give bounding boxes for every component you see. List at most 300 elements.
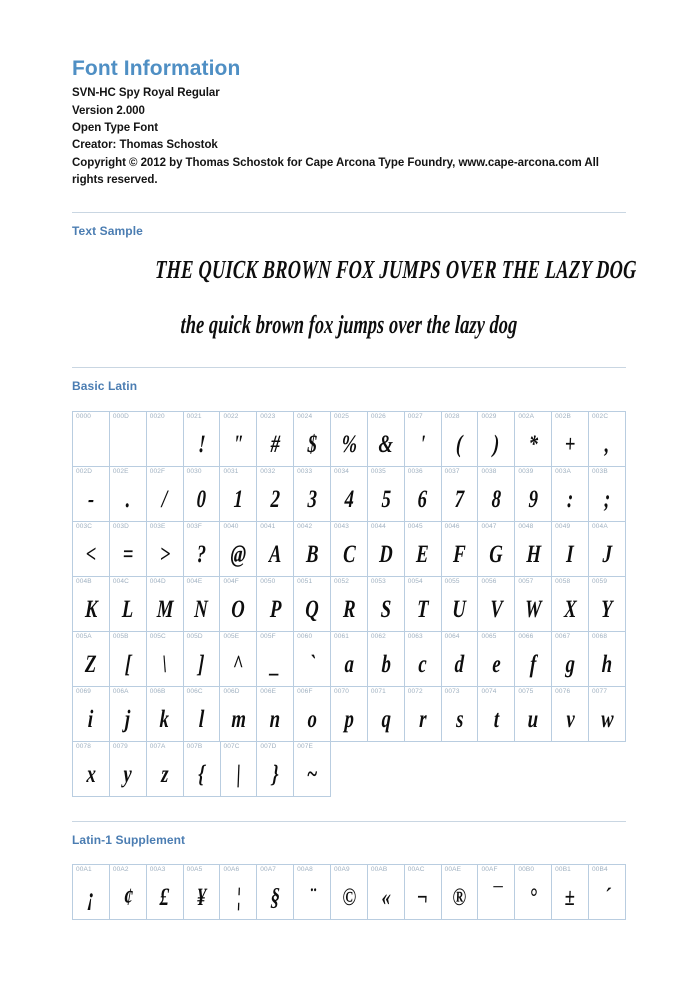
glyph-character: c <box>418 651 428 678</box>
glyph-cell[interactable] <box>478 467 515 522</box>
glyph-code-label: 0020 <box>149 412 165 420</box>
glyph-code-label: 0035 <box>370 467 386 475</box>
glyph-cell[interactable] <box>73 412 110 467</box>
glyph-character: $ <box>306 431 318 458</box>
glyph-cell[interactable] <box>331 577 368 632</box>
glyph-character: Q <box>304 596 320 623</box>
glyph-code-label: 0024 <box>297 412 313 420</box>
glyph-grid-basic-latin <box>72 411 626 797</box>
glyph-cell[interactable] <box>442 522 479 577</box>
glyph-character: M <box>155 596 174 623</box>
glyph-code-label: 002A <box>518 412 535 420</box>
glyph-character: * <box>528 431 539 458</box>
glyph-cell[interactable] <box>73 865 110 920</box>
glyph-character: C <box>342 541 356 568</box>
glyph-cell[interactable] <box>515 687 552 742</box>
page-title: Font Information <box>72 57 241 80</box>
glyph-cell-empty <box>589 742 626 797</box>
glyph-code-label: 00AF <box>481 865 498 873</box>
glyph-character: G <box>489 541 504 568</box>
glyph-code-label: 0048 <box>518 522 534 530</box>
metadata-creator: Creator: Thomas Schostok <box>72 139 218 152</box>
glyph-cell[interactable] <box>405 687 442 742</box>
glyph-code-label: 0027 <box>407 412 423 420</box>
glyph-cell[interactable] <box>184 687 221 742</box>
glyph-cell[interactable] <box>184 742 221 797</box>
glyph-cell[interactable] <box>515 412 552 467</box>
glyph-cell[interactable] <box>73 742 110 797</box>
glyph-cell-empty <box>442 742 479 797</box>
glyph-cell[interactable] <box>331 632 368 687</box>
glyph-code-label: 005E <box>223 632 240 640</box>
glyph-code-label: 0039 <box>518 467 534 475</box>
glyph-code-label: 0042 <box>297 522 313 530</box>
glyph-code-label: 0061 <box>334 632 350 640</box>
glyph-cell[interactable] <box>368 412 405 467</box>
glyph-cell[interactable] <box>147 412 184 467</box>
glyph-cell[interactable] <box>294 687 331 742</box>
glyph-character: L <box>121 596 134 623</box>
glyph-code-label: 004F <box>223 577 239 585</box>
glyph-cell[interactable] <box>368 632 405 687</box>
glyph-character: N <box>194 596 209 623</box>
metadata-version: Version 2.000 <box>72 104 145 117</box>
glyph-cell[interactable] <box>552 522 589 577</box>
glyph-cell[interactable] <box>368 687 405 742</box>
glyph-cell-empty <box>479 742 516 797</box>
glyph-cell[interactable] <box>478 865 515 920</box>
glyph-character: 2 <box>270 486 281 513</box>
glyph-cell[interactable] <box>589 687 626 742</box>
glyph-code-label: 005C <box>149 632 166 640</box>
glyph-code-label: 0050 <box>260 577 276 585</box>
glyph-cell-empty <box>515 742 552 797</box>
glyph-code-label: 003C <box>76 522 93 530</box>
glyph-code-label: 00A1 <box>76 865 92 873</box>
glyph-cell[interactable] <box>552 577 589 632</box>
glyph-character: X <box>563 596 577 623</box>
glyph-character: « <box>380 884 391 912</box>
glyph-cell[interactable] <box>368 467 405 522</box>
glyph-cell[interactable] <box>73 577 110 632</box>
glyph-code-label: 006A <box>112 687 129 695</box>
glyph-cell[interactable] <box>147 467 184 522</box>
glyph-cell[interactable] <box>294 467 331 522</box>
glyph-character: _ <box>270 651 281 678</box>
glyph-grid-row <box>73 412 626 467</box>
glyph-cell[interactable] <box>515 632 552 687</box>
glyph-cell[interactable] <box>515 577 552 632</box>
glyph-cell[interactable] <box>368 522 405 577</box>
glyph-character: ) <box>492 431 500 458</box>
glyph-cell[interactable] <box>294 522 331 577</box>
glyph-grid-row <box>73 467 626 522</box>
glyph-cell[interactable] <box>294 412 331 467</box>
glyph-character: p <box>343 706 355 733</box>
glyph-cell[interactable] <box>589 522 626 577</box>
glyph-code-label: 0032 <box>260 467 276 475</box>
glyph-cell[interactable] <box>552 687 589 742</box>
glyph-character: n <box>269 706 281 733</box>
glyph-code-label: 002D <box>76 467 93 475</box>
glyph-code-label: 0075 <box>518 687 534 695</box>
glyph-cell[interactable] <box>405 632 442 687</box>
glyph-character: ° <box>529 884 538 912</box>
glyph-cell[interactable] <box>73 467 110 522</box>
glyph-cell[interactable] <box>257 742 294 797</box>
glyph-code-label: 0033 <box>297 467 313 475</box>
glyph-code-label: 0047 <box>481 522 497 530</box>
glyph-character: F <box>452 541 467 568</box>
glyph-cell[interactable] <box>257 412 294 467</box>
glyph-cell[interactable] <box>73 632 110 687</box>
glyph-cell[interactable] <box>442 865 479 920</box>
glyph-cell-empty <box>405 742 442 797</box>
glyph-character: l <box>198 706 205 733</box>
glyph-code-label: 002F <box>149 467 166 475</box>
glyph-cell[interactable] <box>552 632 589 687</box>
glyph-code-label: 0037 <box>444 467 460 475</box>
glyph-code-label: 00AE <box>444 865 462 873</box>
glyph-character: > <box>158 541 171 568</box>
glyph-character: k <box>159 706 170 733</box>
glyph-cell[interactable] <box>257 467 294 522</box>
glyph-character: H <box>525 541 541 568</box>
glyph-code-label: 0043 <box>334 522 350 530</box>
glyph-character: 0 <box>196 486 207 513</box>
glyph-character: . <box>124 486 131 513</box>
glyph-cell[interactable] <box>220 412 257 467</box>
metadata-copyright: Copyright © 2012 by Thomas Schostok for Cape Arcona Type Foundry, www.cape-arcona.com All rights reserved. <box>72 156 599 187</box>
glyph-character: ? <box>196 541 207 568</box>
glyph-character: # <box>270 431 281 458</box>
glyph-cell[interactable] <box>220 632 257 687</box>
glyph-cell[interactable] <box>110 467 147 522</box>
glyph-code-label: 0028 <box>444 412 460 420</box>
glyph-code-label: 005B <box>112 632 129 640</box>
glyph-character: ¬ <box>416 884 429 912</box>
glyph-code-label: 0036 <box>407 467 423 475</box>
glyph-code-label: 006B <box>149 687 166 695</box>
glyph-code-label: 0065 <box>481 632 497 640</box>
glyph-character: t <box>493 706 500 733</box>
glyph-character: h <box>601 651 613 678</box>
glyph-code-label: 004C <box>112 577 129 585</box>
metadata-font-name: SVN-HC Spy Royal Regular <box>72 87 220 100</box>
glyph-cell[interactable] <box>442 467 479 522</box>
glyph-character: K <box>84 596 98 623</box>
glyph-code-label: 002B <box>555 412 571 420</box>
glyph-cell[interactable] <box>184 412 221 467</box>
glyph-code-label: 00B1 <box>555 865 571 873</box>
glyph-character: © <box>341 884 357 912</box>
glyph-code-label: 0054 <box>407 577 423 585</box>
glyph-code-label: 0074 <box>481 687 497 695</box>
glyph-code-label: 0077 <box>592 687 608 695</box>
glyph-character: ¨ <box>308 884 316 912</box>
glyph-character: ] <box>197 651 206 678</box>
glyph-cell[interactable] <box>405 412 442 467</box>
glyph-cell[interactable] <box>478 522 515 577</box>
glyph-cell[interactable] <box>147 632 184 687</box>
glyph-character: ' <box>419 431 426 458</box>
glyph-cell[interactable] <box>257 632 294 687</box>
glyph-code-label: 0057 <box>518 577 534 585</box>
glyph-cell-empty <box>368 742 405 797</box>
glyph-code-label: 000D <box>112 412 129 420</box>
glyph-cell[interactable] <box>257 865 294 920</box>
glyph-code-label: 006C <box>186 687 203 695</box>
glyph-code-label: 003F <box>186 522 202 530</box>
glyph-character: ± <box>564 884 576 912</box>
glyph-cell[interactable] <box>184 577 221 632</box>
glyph-cell[interactable] <box>110 687 147 742</box>
glyph-cell[interactable] <box>294 577 331 632</box>
glyph-code-label: 00A2 <box>112 865 129 873</box>
glyph-cell[interactable] <box>147 687 184 742</box>
glyph-cell[interactable] <box>478 412 515 467</box>
glyph-cell[interactable] <box>589 412 626 467</box>
glyph-character: + <box>564 431 576 458</box>
glyph-code-label: 005D <box>186 632 203 640</box>
glyph-code-label: 0068 <box>592 632 608 640</box>
glyph-code-label: 00A8 <box>297 865 313 873</box>
glyph-character: s <box>455 706 464 733</box>
glyph-character: ´ <box>603 884 611 912</box>
glyph-cell[interactable] <box>405 467 442 522</box>
glyph-cell[interactable] <box>73 687 110 742</box>
glyph-character: P <box>269 596 282 623</box>
glyph-character: E <box>415 541 430 568</box>
glyph-character: 3 <box>306 486 318 513</box>
glyph-cell[interactable] <box>589 577 626 632</box>
glyph-code-label: 004B <box>76 577 92 585</box>
glyph-character: U <box>452 596 467 623</box>
glyph-cell[interactable] <box>220 522 257 577</box>
glyph-code-label: 0058 <box>555 577 571 585</box>
glyph-character: m <box>230 706 247 733</box>
glyph-cell[interactable] <box>405 522 442 577</box>
glyph-cell[interactable] <box>294 742 331 797</box>
glyph-code-label: 0060 <box>297 632 313 640</box>
glyph-cell[interactable] <box>515 865 552 920</box>
glyph-code-label: 0041 <box>260 522 276 530</box>
glyph-character: R <box>342 596 356 623</box>
glyph-cell[interactable] <box>184 467 221 522</box>
glyph-cell[interactable] <box>147 577 184 632</box>
glyph-cell[interactable] <box>110 577 147 632</box>
glyph-code-label: 00A7 <box>260 865 277 873</box>
glyph-code-label: 00A3 <box>149 865 166 873</box>
glyph-code-label: 0031 <box>223 467 239 475</box>
glyph-code-label: 0067 <box>555 632 571 640</box>
glyph-cell[interactable] <box>221 742 258 797</box>
glyph-code-label: 0049 <box>555 522 571 530</box>
glyph-character: § <box>270 884 281 912</box>
glyph-cell[interactable] <box>442 412 479 467</box>
glyph-cell[interactable] <box>589 865 626 920</box>
glyph-code-label: 0076 <box>555 687 571 695</box>
glyph-code-label: 00AB <box>370 865 388 873</box>
glyph-code-label: 0052 <box>334 577 350 585</box>
glyph-cell[interactable] <box>257 687 294 742</box>
glyph-code-label: 0079 <box>112 742 128 750</box>
glyph-code-label: 002C <box>592 412 609 420</box>
glyph-cell[interactable] <box>368 577 405 632</box>
glyph-character: & <box>378 431 394 458</box>
glyph-character: o <box>306 706 318 733</box>
glyph-grid-row <box>73 687 626 742</box>
glyph-character: ~ <box>306 761 318 788</box>
glyph-character: q <box>380 706 391 733</box>
glyph-cell[interactable] <box>257 522 294 577</box>
glyph-cell[interactable] <box>184 865 221 920</box>
glyph-code-label: 0051 <box>297 577 313 585</box>
glyph-code-label: 0078 <box>76 742 92 750</box>
glyph-character: ; <box>603 486 611 513</box>
glyph-character: r <box>418 706 427 733</box>
glyph-character: O <box>231 596 246 623</box>
glyph-cell[interactable] <box>589 632 626 687</box>
glyph-character: " <box>232 431 245 458</box>
glyph-code-label: 004D <box>149 577 166 585</box>
glyph-character: ( <box>455 431 464 458</box>
glyph-cell-empty <box>331 742 368 797</box>
glyph-character: S <box>380 596 392 623</box>
glyph-character: ® <box>452 884 467 912</box>
glyph-character: % <box>340 431 358 458</box>
glyph-character: x <box>85 761 97 788</box>
glyph-character: = <box>121 541 134 568</box>
glyph-code-label: 0029 <box>481 412 497 420</box>
glyph-cell[interactable] <box>220 687 257 742</box>
glyph-code-label: 0063 <box>407 632 423 640</box>
glyph-character: I <box>565 541 575 568</box>
glyph-cell[interactable] <box>220 467 257 522</box>
glyph-cell[interactable] <box>220 577 257 632</box>
glyph-code-label: 0046 <box>444 522 460 530</box>
glyph-character: A <box>268 541 282 568</box>
glyph-cell[interactable] <box>294 632 331 687</box>
glyph-cell[interactable] <box>368 865 405 920</box>
glyph-character: z <box>160 761 169 788</box>
glyph-cell[interactable] <box>294 865 331 920</box>
metadata-format: Open Type Font <box>72 121 158 134</box>
glyph-code-label: 0073 <box>444 687 460 695</box>
glyph-code-label: 006F <box>297 687 313 695</box>
glyph-cell[interactable] <box>331 467 368 522</box>
glyph-code-label: 0056 <box>481 577 497 585</box>
glyph-code-label: 00AC <box>407 865 425 873</box>
glyph-character: ` <box>308 651 316 678</box>
glyph-code-label: 0034 <box>334 467 350 475</box>
glyph-code-label: 003A <box>555 467 571 475</box>
section-heading-text-sample: Text Sample <box>72 223 143 238</box>
glyph-character: b <box>380 651 391 678</box>
glyph-code-label: 0066 <box>518 632 534 640</box>
page-content <box>72 0 638 920</box>
glyph-character: W <box>524 596 542 623</box>
glyph-cell[interactable] <box>110 742 147 797</box>
glyph-character: ¡ <box>86 884 96 912</box>
glyph-cell[interactable] <box>147 865 184 920</box>
glyph-code-label: 003E <box>149 522 166 530</box>
glyph-cell[interactable] <box>552 412 589 467</box>
glyph-cell[interactable] <box>147 742 184 797</box>
glyph-cell[interactable] <box>147 522 184 577</box>
glyph-code-label: 0044 <box>370 522 386 530</box>
glyph-cell[interactable] <box>331 412 368 467</box>
glyph-cell[interactable] <box>73 522 110 577</box>
glyph-cell[interactable] <box>184 522 221 577</box>
glyph-character: ¢ <box>122 884 133 912</box>
glyph-cell[interactable] <box>589 467 626 522</box>
glyph-code-label: 0030 <box>186 467 202 475</box>
glyph-code-label: 007D <box>260 742 277 750</box>
glyph-cell[interactable] <box>478 632 515 687</box>
glyph-character: D <box>378 541 394 568</box>
glyph-character: B <box>305 541 319 568</box>
glyph-cell[interactable] <box>478 687 515 742</box>
glyph-code-label: 0062 <box>370 632 386 640</box>
glyph-character: 5 <box>380 486 391 513</box>
glyph-cell[interactable] <box>110 522 147 577</box>
glyph-cell[interactable] <box>515 467 552 522</box>
glyph-code-label: 006D <box>223 687 240 695</box>
glyph-cell[interactable] <box>552 865 589 920</box>
glyph-cell[interactable] <box>257 577 294 632</box>
glyph-character: 1 <box>233 486 244 513</box>
glyph-code-label: 007B <box>186 742 203 750</box>
glyph-cell[interactable] <box>442 687 479 742</box>
glyph-character: Y <box>600 596 614 623</box>
glyph-cell[interactable] <box>110 632 147 687</box>
glyph-cell[interactable] <box>110 412 147 467</box>
glyph-cell[interactable] <box>220 865 257 920</box>
glyph-character: - <box>87 486 95 513</box>
glyph-character: , <box>604 431 610 458</box>
glyph-character: ! <box>197 431 206 458</box>
glyph-code-label: 0059 <box>592 577 608 585</box>
glyph-cell[interactable] <box>478 577 515 632</box>
glyph-cell[interactable] <box>515 522 552 577</box>
glyph-cell[interactable] <box>405 865 442 920</box>
glyph-character <box>73 425 109 465</box>
glyph-code-label: 0000 <box>76 412 92 420</box>
glyph-cell[interactable] <box>442 632 479 687</box>
glyph-grid-row <box>73 865 626 920</box>
glyph-cell-empty <box>552 742 589 797</box>
glyph-cell[interactable] <box>405 577 442 632</box>
font-metadata-list <box>72 80 626 189</box>
glyph-cell[interactable] <box>442 577 479 632</box>
glyph-code-label: 0071 <box>370 687 386 695</box>
glyph-character: 7 <box>454 486 465 513</box>
glyph-character: 4 <box>343 486 355 513</box>
glyph-code-label: 0064 <box>444 632 460 640</box>
glyph-cell[interactable] <box>331 865 368 920</box>
glyph-code-label: 00A5 <box>186 865 203 873</box>
section-heading-latin1-supplement: Latin-1 Supplement <box>72 832 186 847</box>
glyph-code-label: 0022 <box>223 412 239 420</box>
glyph-cell[interactable] <box>184 632 221 687</box>
glyph-cell[interactable] <box>331 522 368 577</box>
glyph-cell[interactable] <box>331 687 368 742</box>
glyph-cell[interactable] <box>110 865 147 920</box>
glyph-character: u <box>527 706 539 733</box>
glyph-code-label: 007E <box>297 742 314 750</box>
glyph-cell[interactable] <box>552 467 589 522</box>
